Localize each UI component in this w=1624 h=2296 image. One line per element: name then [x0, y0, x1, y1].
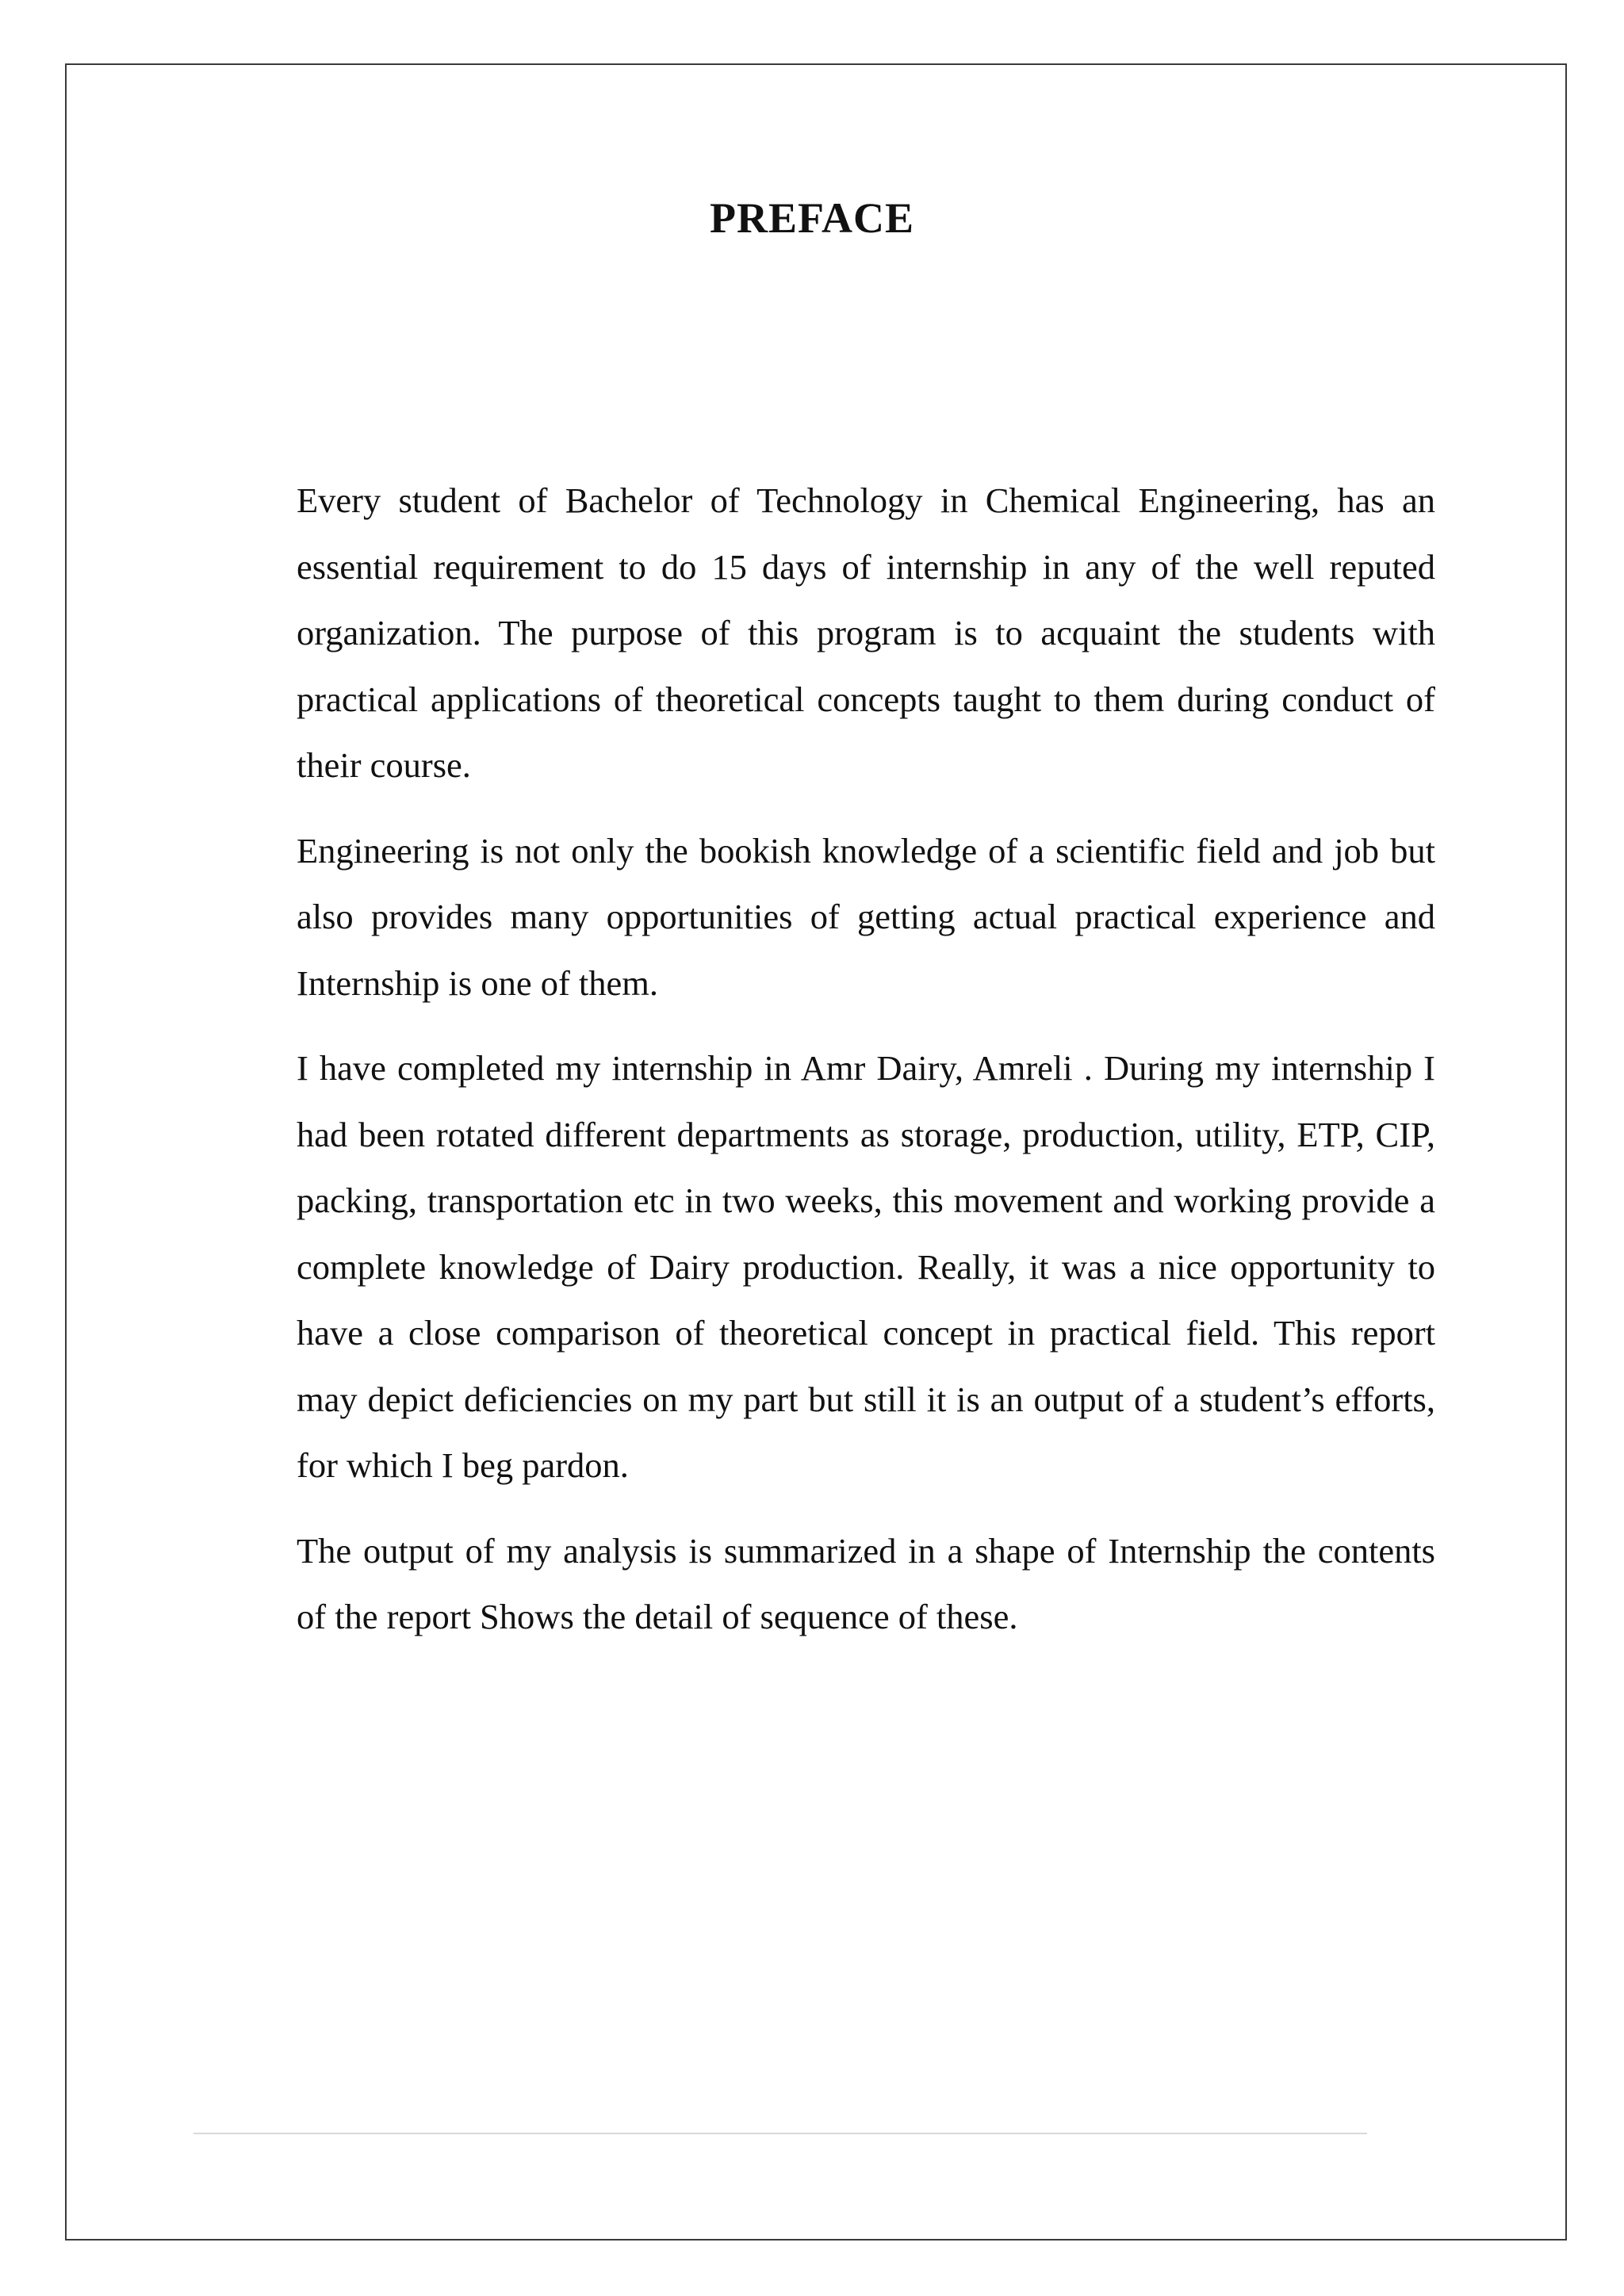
preface-body	[297, 468, 1435, 1670]
paragraph-2: Engineering is not only the bookish knowledge of a scientific field and job but also provides many opportunities of getting actual practical experience and Internship is one of them.	[297, 830, 1435, 1003]
paragraph-3: I have completed my internship in Amr Dairy, Amreli . During my internship I had been rotated different departments as storage, production, utility, ETP, CIP, packing, transportation etc in two weeks, this movement and working provide a complete knowledge of Dairy production. Really, it was a nice opportunity to have a close comparison of theoretical concept in practical field. This report may depict deficiencies on my part but still it is an output of a student’s efforts, for which I beg pardon.	[297, 1048, 1435, 1485]
paragraph-4: The output of my analysis is summarized in a shape of Internship the contents of the report Shows the detail of sequence of these.	[297, 1530, 1435, 1636]
footer-divider	[193, 2133, 1367, 2134]
paragraph-1: Every student of Bachelor of Technology in Chemical Engineering, has an essential requirement to do 15 days of internship in any of the well reputed organization. The purpose of this program is to acquaint the students with practical applications of theoretical concepts taught to them during conduct of their course.	[297, 480, 1435, 785]
page-title: PREFACE	[710, 194, 914, 242]
